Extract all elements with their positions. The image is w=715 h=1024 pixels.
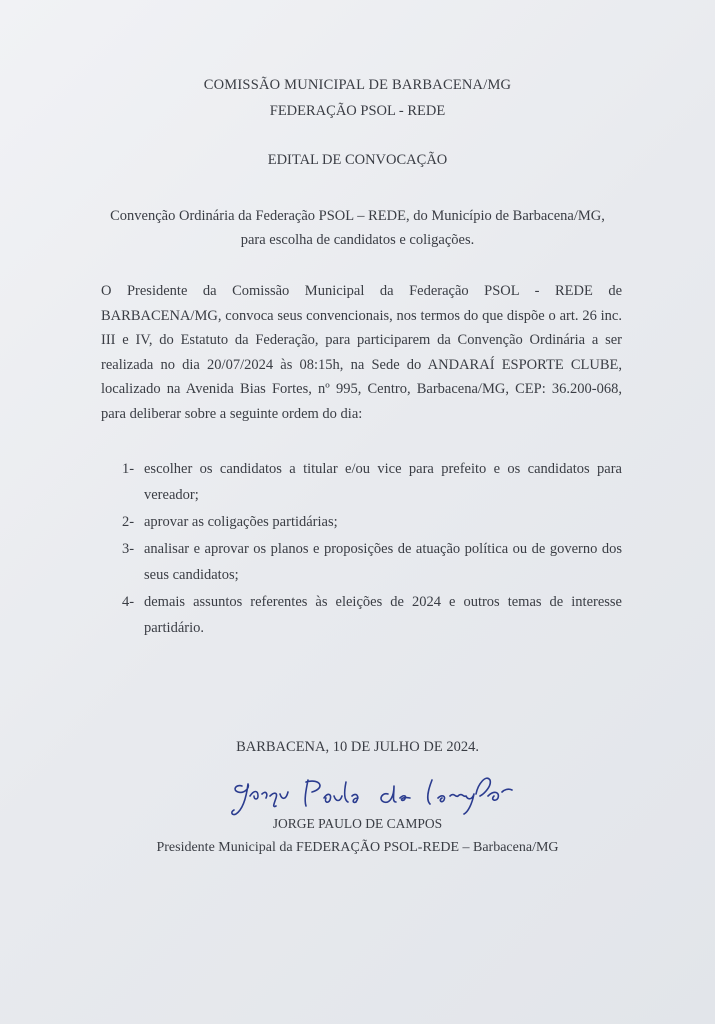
agenda-item-number: 4- — [122, 594, 135, 610]
commission-heading: COMISSÃO MUNICIPAL DE BARBACENA/MG — [203, 77, 512, 93]
agenda-item — [101, 509, 622, 535]
agenda-item-text: aprovar as coligações partidárias; — [144, 514, 338, 530]
signatory-name: JORGE PAULO DE CAMPOS — [272, 816, 443, 831]
agenda-item — [101, 589, 622, 641]
signatory-role: Presidente Municipal da FEDERAÇÃO PSOL-REDE – Barbacena/MG — [156, 840, 559, 855]
document-date: BARBACENA, 10 DE JULHO DE 2024. — [236, 739, 479, 755]
agenda-item-text: escolher os candidatos a titular e/ou vice para prefeito e os candidatos para vereador; — [144, 461, 622, 503]
agenda-item-number: 1- — [122, 461, 135, 477]
agenda-item — [101, 456, 622, 508]
agenda-item-number: 3- — [122, 541, 135, 557]
handwritten-signature — [228, 770, 518, 818]
intro-line-2: para escolha de candidatos e coligações. — [240, 232, 475, 248]
federation-heading: FEDERAÇÃO PSOL - REDE — [269, 103, 446, 119]
convocation-body — [101, 279, 622, 426]
intro-line-1: Convenção Ordinária da Federação PSOL – REDE, do Município de Barbacena/MG, — [110, 208, 605, 224]
agenda-list — [101, 456, 622, 642]
agenda-item-text: analisar e aprovar os planos e proposições de atuação política ou de governo dos seus candidatos; — [144, 541, 622, 583]
convention-intro — [0, 204, 715, 252]
body-paragraph: O Presidente da Comissão Municipal da Federação PSOL - REDE de BARBACENA/MG, convoca seus convencionais, nos termos do que dispõe o art. 26 inc. III e IV, do Estatuto da Federação, para participarem da Convenção Ordinária a ser realizada no dia 20/07/2024 às 08:15h, na Sede do ANDARAÍ ESPORTE CLUBE, localizado na Avenida Bias Fortes, nº 995, Centro, Barbacena/MG, CEP: 36.200-068, para deliberar sobre a seguinte ordem do dia: — [101, 283, 622, 422]
document-title: EDITAL DE CONVOCAÇÃO — [267, 152, 448, 168]
agenda-item-text: demais assuntos referentes às eleições de 2024 e outros temas de interesse partidário. — [144, 594, 622, 636]
agenda-item — [101, 536, 622, 588]
agenda-item-number: 2- — [122, 514, 135, 530]
